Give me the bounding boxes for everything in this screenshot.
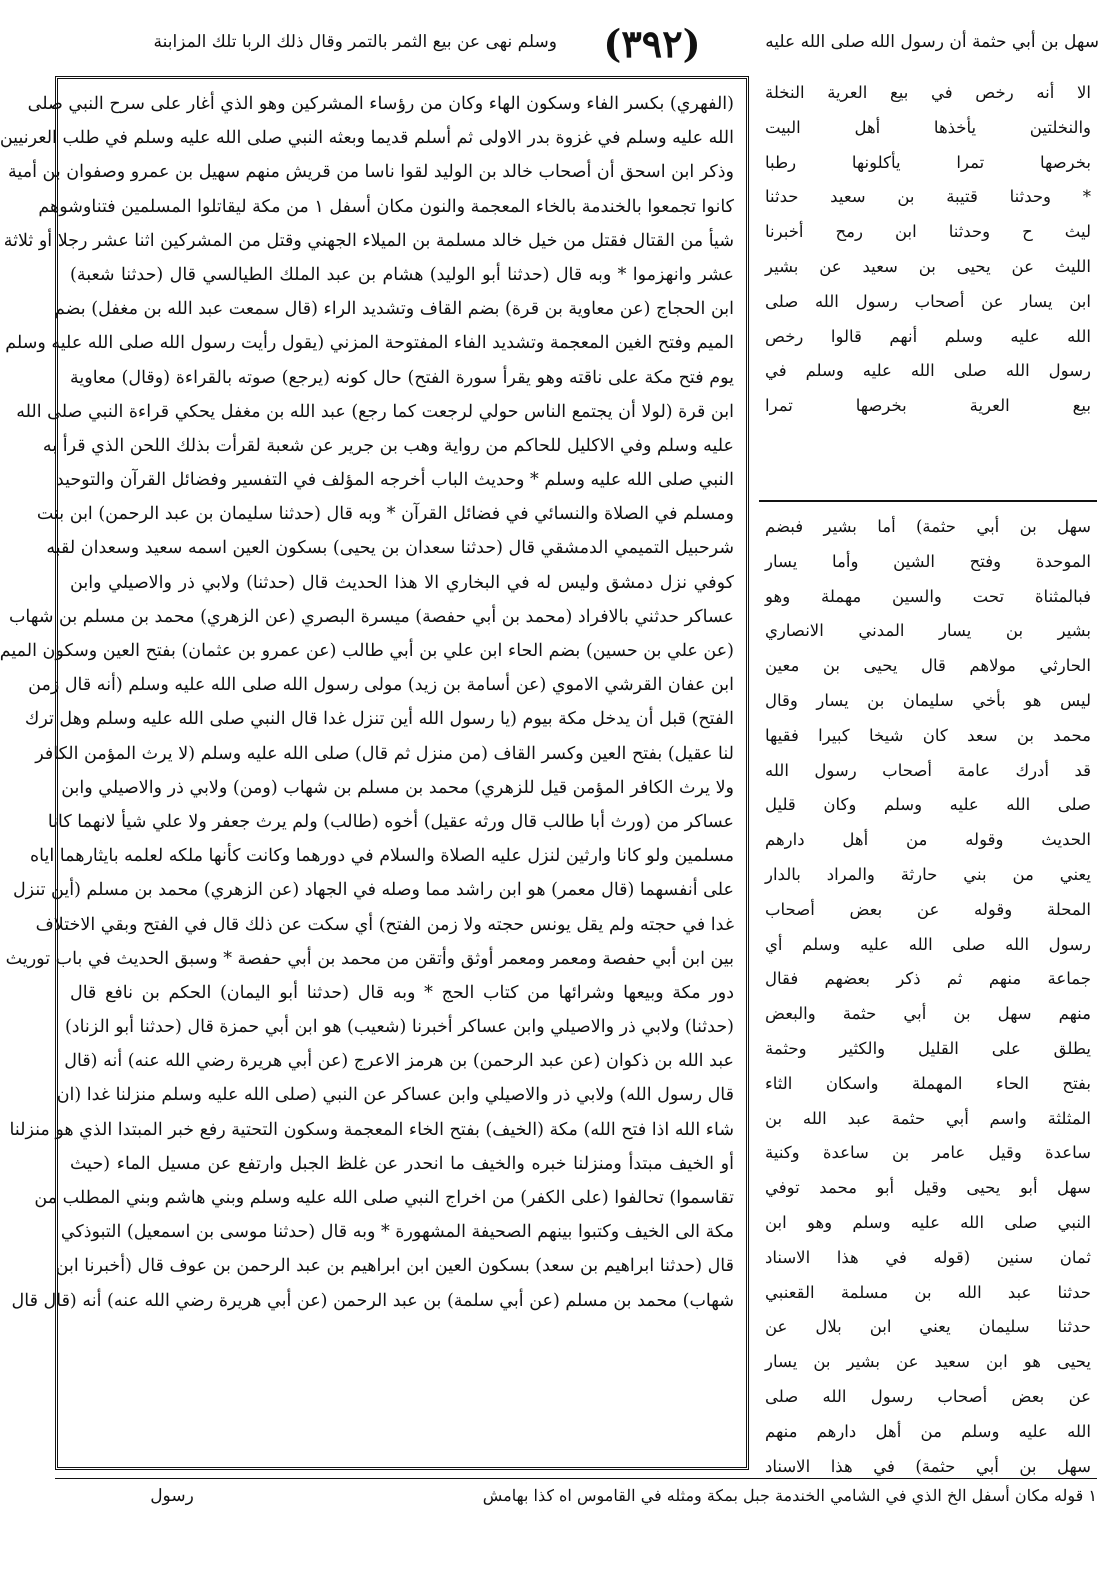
side-text-bottom [759, 510, 1097, 1476]
main-text-line: وذكر ابن اسحق أن أصحاب خالد بن الوليد لقوا ناسا من قريش منهم سهيل بن عمرو وصفوان بن أمية [8, 162, 734, 183]
side-top-line: رسول الله صلى الله عليه وسلم في [765, 361, 1091, 381]
side-bottom-line: المثلثة واسم أبي حثمة عبد الله بن [765, 1108, 1091, 1128]
side-bottom-line: حدثنا سليمان يعني ابن بلال عن [765, 1317, 1091, 1337]
main-text-line: عبد الله بن ذكوان (عن عبد الرحمن) بن هرمز الاعرج (عن أبي هريرة رضي الله عنه) أنه (قال [64, 1051, 734, 1072]
main-text-line: ابن الحجاج (عن معاوية بن قرة) بضم القاف وتشديد الراء (قال سمعت عبد الله بن مغفل) بضم [53, 299, 734, 320]
main-text-line: قال رسول الله) ولابي ذر والاصيلي وابن عساكر عن النبي (صلى الله عليه وسلم منزلنا غدا (ان [56, 1085, 734, 1106]
side-bottom-line: عن بعض أصحاب رسول الله صلى [765, 1386, 1091, 1406]
side-bottom-line: رسول الله صلى الله عليه وسلم أي [765, 934, 1091, 954]
side-bottom-line: حدثنا عبد الله بن مسلمة القعنبي [765, 1282, 1091, 1302]
side-top-line: الليث عن يحيى بن سعيد عن بشير [765, 256, 1091, 276]
main-text-line: النبي صلى الله عليه وسلم * وحديث الباب أخرجه المؤلف في التفسير وفضائل القرآن والتوحيد [55, 470, 734, 491]
side-divider [759, 500, 1097, 502]
main-text-line: تقاسموا) تحالفوا (على الكفر) من اخراج النبي صلى الله عليه وسلم وبني هاشم وبني المطلب من [34, 1188, 734, 1208]
side-bottom-line: يطلق على القليل والكثير وحثمة [765, 1038, 1091, 1058]
side-bottom-line: بفتح الحاء المهملة واسكان الثاء [765, 1073, 1091, 1093]
side-top-line: بيع العرية بخرصها تمرا [765, 396, 1091, 416]
main-text-line: عساكر من (ورث أبا طالب قال ورثه عقيل) أخوه (طالب) ولم يرث جعفر ولا علي شيأ لانهما كانا [47, 811, 734, 832]
main-text-line: (حدثنا) ولابي ذر والاصيلي وابن عساكر أخبرنا (شعيب) هو ابن أبي حمزة قال (حدثنا أبو الزناد) [64, 1017, 734, 1038]
page-number: (٣٩٢) [603, 21, 701, 66]
side-bottom-line: يعني من بني حارثة والمراد بالدار [765, 864, 1091, 884]
side-bottom-line: جماعة منهم ثم ذكر بعضهم فقال [765, 969, 1091, 989]
side-top-line: ليث ح وحدثنا ابن رمح أخبرنا [765, 222, 1091, 242]
side-top-line: الا أنه رخص في بيع العرية النخلة [765, 83, 1091, 102]
side-bottom-line: بشير بن يسار المدني الانصاري [765, 621, 1091, 641]
main-text-line: أو الخيف مبتدأ ومنزلنا خبره والخيف ما انحدر عن غلظ الجبل وارتفع عن مسيل الماء (حيث [70, 1153, 734, 1174]
footnote-divider [55, 1478, 1097, 1479]
side-top-line: الله عليه وسلم أنهم قالوا رخص [765, 326, 1091, 346]
main-text-line: يوم فتح مكة على ناقته وهو يقرأ سورة الفتح) حال كونه (يرجع) صوته بالقراءة (وقال) معاوية [70, 367, 734, 388]
side-bottom-line: يحيى هو ابن سعيد عن بشير بن يسار [765, 1352, 1091, 1372]
side-bottom-line: الله عليه وسلم من أهل دارهم منهم [765, 1421, 1091, 1441]
side-bottom-line: منهم سهل بن أبي حثمة والبعض [765, 1004, 1091, 1024]
main-text-line: ابن عفان القرشي الاموي (عن أسامة بن زيد) مولى رسول الله صلى الله عليه وسلم (أنه قال زمن [28, 675, 734, 696]
side-bottom-line: ليس هو بأخي سليمان بن يسار وقال [765, 690, 1091, 710]
main-text-line: على أنفسهما (قال معمر) هو ابن راشد مما وصله في الجهاد (عن الزهري) محمد بن مسلم (أين تنزل [12, 880, 734, 901]
side-top-line: والنخلتين يأخذها أهل البيت [765, 117, 1091, 137]
side-bottom-line: المحلة وقوله عن بعض أصحاب [765, 899, 1091, 919]
main-text-line: ومسلم في الصلاة والنسائي في فضائل القرآن * وبه قال (حدثنا سليمان بن عبد الرحمن) ابن بنت [36, 504, 734, 525]
side-top-line: ابن يسار عن أصحاب رسول الله صلى [765, 291, 1091, 311]
main-text-line: عليه وسلم وفي الاكليل للحاكم من رواية وهب بن جرير عن شعبة لقرأت بذلك اللحن الذي قرأ به [42, 435, 734, 456]
main-text-line: شهاب) محمد بن مسلم (عن أبي سلمة) بن عبد الرحمن (عن أبي هريرة رضي الله عنه) أنه (قال قال [11, 1290, 734, 1311]
side-bottom-line: محمد بن سعد كان شيخا كبيرا فقيها [765, 725, 1091, 745]
side-bottom-line: فبالمثناة تحت والسين مهملة وهو [765, 586, 1091, 606]
side-bottom-line: النبي صلى الله عليه وسلم وهو ابن [765, 1212, 1091, 1232]
main-text-line: كوفي نزل دمشق وليس له في البخاري الا هذا الحديث قال (حدثنا) ولابي ذر والاصيلي وابن [70, 572, 734, 593]
main-text-line: الميم وفتح الغين المعجمة وتشديد الفاء المفتوحة المزني (يقول رأيت رسول الله صلى الله عليه وسلم [5, 333, 734, 354]
side-top-line: * وحدثنا قتيبة بن سعيد حدثنا [765, 187, 1091, 207]
main-text-line: عشر وانهزموا * وبه قال (حدثنا أبو الوليد) هشام بن عبد الملك الطيالسي قال (حدثنا شعبة) [70, 264, 734, 285]
main-text-line: مكة الى الخيف وكتبوا بينهم الصحيفة المشهورة * وبه قال (حدثنا موسى بن اسمعيل) التبوذكي [60, 1222, 734, 1243]
main-text-line: مسلمين ولو كانا وارثين لنزل عليه الصلاة والسلام في دورهما وكانت كأنها ملكه لعلمه بايثارهما اياه [29, 846, 734, 867]
main-text-line: بين ابن أبي حفصة ومعمر ومعمر أوثق وأتقن من محمد بن أبي حفصة * وسبق الحديث في باب توريث [5, 948, 734, 969]
main-text-line: (عن علي بن حسين) بضم الحاء ابن علي بن أبي طالب (عن عمرو بن عثمان) بفتح العين وسكون الميم [0, 641, 734, 661]
side-bottom-line: سهل بن أبي حثمة) في هذا الاسناد [765, 1456, 1091, 1476]
main-text-line: قال (حدثنا ابراهيم بن سعد) بسكون العين ابن ابراهيم بن عبد الرحمن بن عوف قال (أخبرنا ابن [55, 1256, 734, 1277]
catchword: رسول [150, 1486, 194, 1506]
main-text-line: كانوا تجمعوا بالخندمة بالخاء المعجمة والنون مكان أسفل ١ من مكة ليقاتلوا المسلمين فتناوشوهم [38, 196, 734, 217]
side-bottom-line: قد أدرك عامة أصحاب رسول الله [765, 760, 1091, 780]
side-bottom-line: صلى الله عليه وسلم وكان قليل [765, 795, 1091, 815]
side-top-line: بخرصها تمرا يأكلونها رطبا [765, 152, 1091, 172]
main-text-line: (الفهري) بكسر الفاء وسكون الهاء وكان من رؤساء المشركين وهو الذي أغار على سرح النبي صلى [27, 94, 734, 114]
main-commentary-box [0, 76, 749, 1470]
side-bottom-line: سهل أبو يحيى وقيل أبو محمد توفي [765, 1178, 1091, 1198]
side-bottom-line: ساعدة وقيل عامر بن ساعدة وكنية [765, 1143, 1091, 1163]
main-text-line: الفتح) قبل أن يدخل مكة بيوم (يا رسول الله أين تنزل غدا قال النبي صلى الله عليه وسلم وهل ترك [24, 709, 734, 730]
side-bottom-line: سهل بن أبي حثمة) أما بشير فبضم [765, 517, 1091, 536]
main-text-line: ابن قرة (لولا أن يجتمع الناس حولي لرجعت كما رجع) عبد الله بن مغفل يحكي قراءة النبي صلى الله [16, 401, 734, 422]
running-head-left: وسلم نهى عن بيع الثمر بالتمر وقال ذلك الربا تلك المزابنة [153, 32, 557, 52]
footnote: ١ قوله مكان أسفل الخ الذي في الشامي الخندمة جبل بمكة ومثله في القاموس اه كذا بهامش [482, 1486, 1097, 1505]
main-text-line: الله عليه وسلم في غزوة بدر الاولى ثم أسلم قديما وبعثه النبي صلى الله عليه وسلم في طلب العرنيين [0, 128, 734, 149]
main-text-line: شيأ من القتال فقتل من خيل خالد مسلمة بن الميلاء الجهني وقتل من المشركين اثنا عشر رجلا أو ثلاثة [3, 230, 734, 251]
side-bottom-line: ثمان سنين (قوله في هذا الاسناد [765, 1247, 1091, 1267]
main-text-line: دور مكة وبيعها وشرائها من كتاب الحج * وبه قال (حدثنا أبو اليمان) الحكم بن نافع قال [70, 982, 734, 1003]
main-text-line: ولا يرث الكافر المؤمن قيل للزهري) محمد بن مسلم بن شهاب (ومن) ولابي ذر والاصيلي وابن [61, 777, 734, 798]
running-head-right: سهل بن أبي حثمة أن رسول الله صلى الله عليه [765, 32, 1099, 52]
side-text-top [759, 76, 1097, 496]
side-bottom-line: الحارثي مولاهم قال يحيى بن معين [765, 656, 1091, 676]
side-bottom-line: الحديث وقوله من أهل دارهم [765, 830, 1091, 850]
main-text-line: شاء الله اذا فتح الله) مكة (الخيف) بفتح الخاء المعجمة وسكون التحتية رفع خبر المبتدا الذي هو منزلنا [9, 1119, 734, 1140]
main-text-line: شرحبيل التميمي الدمشقي قال (حدثنا سعدان بن يحيى) بسكون العين اسمه سعيد وسعدان لقبه [46, 538, 734, 559]
side-bottom-line: الموحدة وفتح الشين وأما يسار [765, 551, 1091, 571]
page-header [37, 18, 1099, 74]
main-text-line: غدا في حجته ولم يقل يونس حجته ولا زمن الفتح) أي سكت عن ذلك قال في الفتح وبقي الاختلاف [35, 914, 734, 935]
main-text-line: لنا عقيل) بفتح العين وكسر القاف (من منزل ثم قال) صلى الله عليه وسلم (لا يرث المؤمن الكافر [35, 743, 734, 764]
main-text-line: عساكر حدثني بالافراد (محمد بن أبي حفصة) ميسرة البصري (عن الزهري) محمد بن مسلم بن شهاب [8, 606, 734, 627]
